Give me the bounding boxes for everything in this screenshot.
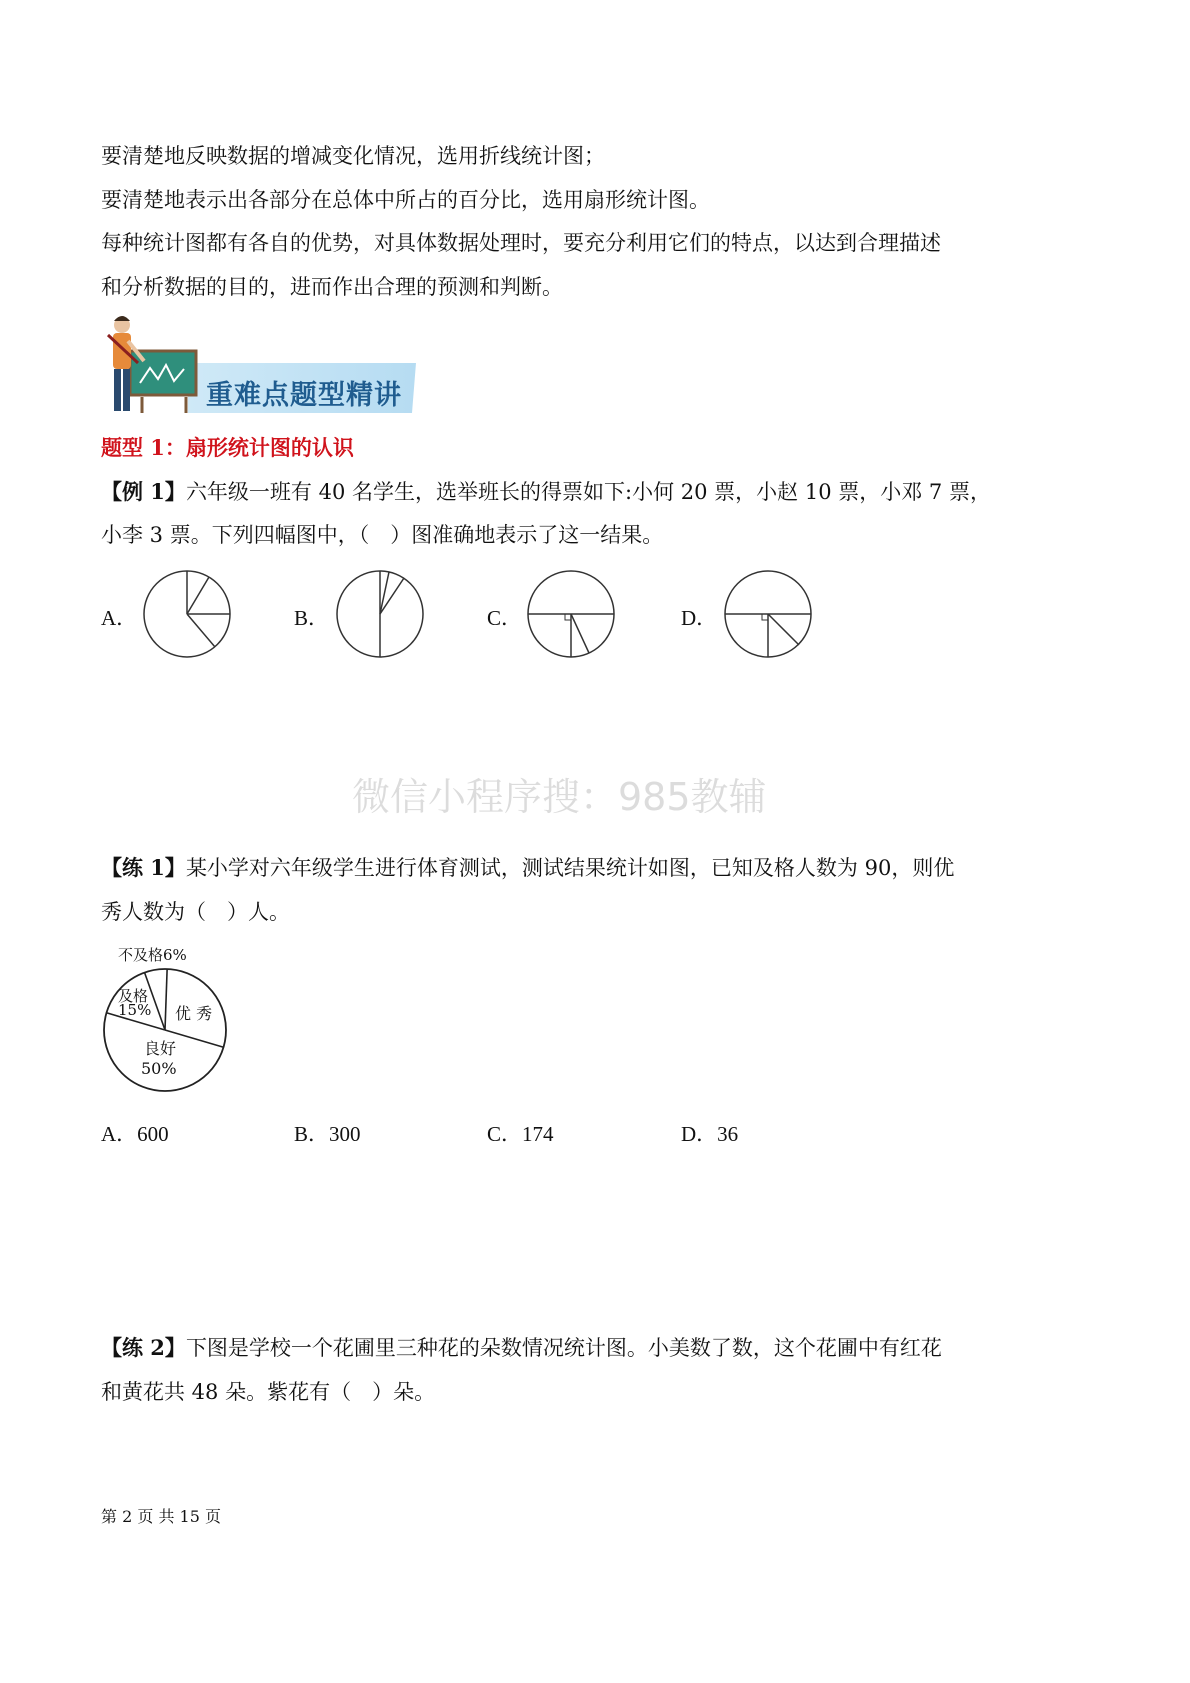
practice-2-line-1 (101, 1326, 942, 1370)
example-1-line-1 (101, 470, 991, 514)
example-1-line-2: 小李 3 票。下列四幅图中，（ ）图准确地表示了这一结果。 (101, 523, 664, 547)
option-letter: C． (487, 1122, 523, 1146)
watermark: 微信小程序搜：985教辅 (352, 775, 767, 819)
option-c-pie (525, 568, 617, 660)
option-letter: D． (681, 1122, 718, 1146)
practice-2-line-2: 和黄花共 48 朵。紫花有（ ）朵。 (101, 1380, 436, 1404)
pie-label-good-pct: 50% (141, 1059, 177, 1078)
example-1-text-1: 六年级一班有 40 名学生，选举班长的得票如下:小何 20 票，小赵 10 票，小邓 7 票， (185, 480, 991, 504)
option-value: 36 (717, 1122, 739, 1146)
page-footer: 第 2 页 共 15 页 (101, 1507, 221, 1526)
option-c-label: C． (487, 606, 523, 630)
intro-line-3: 每种统计图都有各自的优势，对具体数据处理时，要充分利用它们的特点，以达到合理描述 (101, 231, 941, 255)
practice-1-tag: 【练 1】 (101, 855, 186, 880)
practice-1-line-2: 秀人数为（ ）人。 (101, 900, 290, 924)
practice-1-text-1: 某小学对六年级学生进行体育测试，测试结果统计如图，已知及格人数为 90，则优 (185, 856, 955, 880)
practice-1-option-a (101, 1118, 169, 1148)
pie-label-fail: 不及格6% (118, 946, 187, 964)
practice-1-option-d (681, 1118, 738, 1148)
intro-line-1: 要清楚地反映数据的增减变化情况，选用折线统计图； (101, 144, 605, 168)
practice-1-option-b (294, 1118, 361, 1148)
option-letter: B． (294, 1122, 330, 1146)
pie-label-good: 良好 (144, 1039, 177, 1058)
topic-heading: 题型 1：扇形统计图的认识 (101, 435, 354, 460)
option-letter: A． (101, 1122, 138, 1146)
section-title: 重难点题型精讲 (206, 380, 402, 411)
intro-line-2: 要清楚地表示出各部分在总体中所占的百分比，选用扇形统计图。 (101, 188, 710, 212)
option-b-label: B． (294, 606, 330, 630)
option-value: 600 (137, 1122, 169, 1146)
pie-label-excellent: 优 秀 (175, 1004, 213, 1023)
option-value: 174 (522, 1122, 554, 1146)
pie-label-pass: 及格 (118, 987, 149, 1005)
practice-2-tag: 【练 2】 (101, 1335, 186, 1360)
fitness-pie-chart (98, 944, 236, 1096)
option-b-pie (334, 568, 426, 660)
option-d-label: D． (681, 606, 718, 630)
practice-1-option-c (487, 1118, 554, 1148)
option-a-label: A． (101, 606, 138, 630)
option-value: 300 (329, 1122, 361, 1146)
practice-1-line-1 (101, 846, 954, 890)
pie-slice-boundary-优秀 (165, 969, 167, 1030)
example-tag: 【例 1】 (101, 479, 186, 504)
practice-2-text-1: 下图是学校一个花圃里三种花的朵数情况统计图。小美数了数，这个花圃中有红花 (185, 1336, 942, 1360)
intro-line-4: 和分析数据的目的，进而作出合理的预测和判断。 (101, 275, 563, 299)
option-a-pie (141, 568, 233, 660)
pie-label-pass-pct: 15% (118, 1001, 152, 1019)
option-d-pie (722, 568, 814, 660)
